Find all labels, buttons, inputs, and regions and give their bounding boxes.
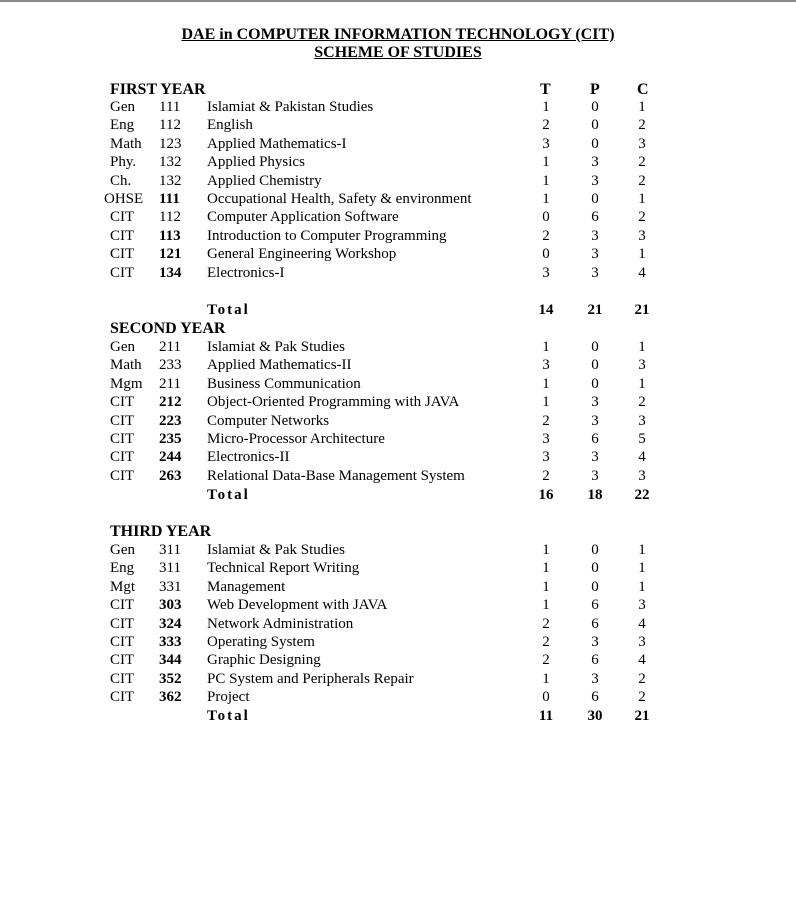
practical-hours: 6 [591, 209, 599, 226]
course-row [0, 227, 796, 245]
course-code: 303 [159, 597, 182, 614]
course-code: 233 [159, 357, 182, 374]
course-department: CIT [110, 467, 135, 484]
total-label: Total [207, 487, 250, 503]
course-code: 362 [159, 689, 182, 706]
course-name: Project [207, 689, 250, 706]
theory-hours: 2 [542, 634, 550, 650]
credit-hours: 2 [638, 689, 646, 706]
course-code: 112 [159, 209, 181, 226]
document-subtitle: SCHEME OF STUDIES [314, 44, 482, 61]
total-theory: 16 [538, 487, 554, 503]
course-code: 123 [159, 135, 182, 152]
course-code: 121 [159, 246, 182, 263]
theory-hours: 1 [542, 542, 550, 558]
credit-hours: 1 [638, 246, 646, 263]
credit-hours: 2 [638, 670, 646, 687]
practical-hours: 3 [591, 172, 599, 189]
credit-hours: 1 [638, 191, 646, 207]
course-code: 111 [159, 99, 181, 115]
practical-hours: 0 [591, 191, 599, 207]
credit-hours: 3 [638, 634, 646, 650]
third-year-total-row [0, 707, 796, 725]
course-department: Phy. [110, 154, 137, 171]
course-name: Applied Mathematics-I [207, 135, 347, 152]
course-code: 311 [159, 560, 181, 577]
theory-hours: 3 [542, 135, 550, 152]
practical-hours: 0 [591, 542, 599, 558]
course-name: Introduction to Computer Programming [207, 227, 447, 244]
practical-hours: 3 [591, 670, 599, 687]
theory-hours: 0 [542, 209, 550, 226]
credit-hours: 3 [638, 227, 646, 244]
practical-hours: 0 [591, 99, 599, 115]
course-name: Micro-Processor Architecture [207, 431, 385, 447]
practical-hours: 6 [591, 689, 599, 706]
first-year-total-row [0, 301, 796, 319]
credit-hours: 2 [638, 117, 646, 134]
course-code: 331 [159, 578, 182, 595]
course-department: Mgm [110, 375, 143, 392]
theory-hours: 2 [542, 467, 550, 484]
course-department: Gen [110, 339, 135, 355]
course-department: CIT [110, 264, 135, 281]
practical-hours: 3 [591, 246, 599, 263]
total-practical: 30 [587, 708, 603, 724]
course-code: 132 [159, 154, 182, 171]
course-row [0, 448, 796, 466]
course-department: CIT [110, 412, 135, 429]
theory-hours: 2 [542, 615, 550, 632]
theory-hours: 3 [542, 357, 550, 374]
course-department: CIT [110, 209, 135, 226]
course-row [0, 559, 796, 577]
theory-hours: 1 [542, 597, 550, 614]
course-row [0, 430, 796, 448]
credit-hours: 4 [638, 652, 646, 669]
theory-hours: 2 [542, 117, 550, 134]
credit-hours: 2 [638, 172, 646, 189]
credit-hours: 1 [638, 375, 646, 392]
course-row [0, 172, 796, 190]
course-name: Electronics-II [207, 449, 290, 466]
theory-hours: 0 [542, 689, 550, 706]
total-label: Total [207, 302, 250, 318]
credit-hours: 5 [638, 431, 646, 447]
course-name: Islamiat & Pak Studies [207, 339, 345, 355]
course-code: 333 [159, 634, 182, 650]
course-department: Mgt [110, 578, 136, 595]
course-name: Applied Physics [207, 154, 305, 171]
theory-hours: 3 [542, 449, 550, 466]
course-code: 344 [159, 652, 182, 669]
practical-hours: 6 [591, 615, 599, 632]
course-row [0, 375, 796, 393]
course-department: CIT [110, 597, 135, 614]
credit-hours: 2 [638, 209, 646, 226]
theory-hours: 1 [542, 560, 550, 577]
course-row [0, 615, 796, 633]
total-theory: 14 [538, 302, 554, 318]
theory-hours: 1 [542, 375, 550, 392]
theory-hours: 2 [542, 227, 550, 244]
course-department: CIT [110, 394, 135, 411]
course-row [0, 467, 796, 485]
credit-hours: 2 [638, 154, 646, 171]
course-department: CIT [110, 449, 135, 466]
credit-hours: 3 [638, 357, 646, 374]
course-name: Islamiat & Pak Studies [207, 542, 345, 558]
top-border [0, 0, 796, 2]
course-name: Computer Application Software [207, 209, 399, 226]
practical-hours: 3 [591, 227, 599, 244]
course-row [0, 596, 796, 614]
practical-hours: 0 [591, 375, 599, 392]
course-code: 112 [159, 117, 181, 134]
course-name: Object-Oriented Programming with JAVA [207, 394, 460, 411]
course-code: 212 [159, 394, 182, 411]
course-code: 263 [159, 467, 182, 484]
course-name: Occupational Health, Safety & environment [207, 191, 472, 207]
credit-hours: 4 [638, 264, 646, 281]
theory-hours: 1 [542, 191, 550, 207]
course-row [0, 264, 796, 282]
theory-hours: 1 [542, 99, 550, 115]
course-department: CIT [110, 689, 135, 706]
course-department: Gen [110, 99, 135, 115]
course-department: OHSE [104, 191, 144, 207]
course-name: PC System and Peripherals Repair [207, 670, 414, 687]
course-row [0, 541, 796, 559]
course-code: 244 [159, 449, 182, 466]
course-code: 113 [159, 227, 181, 244]
practical-hours: 3 [591, 467, 599, 484]
course-department: Gen [110, 542, 135, 558]
total-credit: 22 [634, 487, 650, 503]
course-name: Management [207, 578, 286, 595]
course-department: Ch. [110, 172, 132, 189]
course-row [0, 578, 796, 596]
course-row [0, 338, 796, 356]
course-name: Applied Chemistry [207, 172, 322, 189]
practical-hours: 0 [591, 117, 599, 134]
course-row [0, 116, 796, 134]
course-name: General Engineering Workshop [207, 246, 397, 263]
practical-hours: 3 [591, 449, 599, 466]
column-header-practical: P [590, 81, 600, 98]
course-code: 352 [159, 670, 182, 687]
course-department: Math [110, 357, 142, 374]
course-name: English [207, 117, 253, 134]
document-title: DAE in COMPUTER INFORMATION TECHNOLOGY (CIT) [181, 26, 615, 43]
credit-hours: 3 [638, 135, 646, 152]
course-row [0, 135, 796, 153]
credit-hours: 1 [638, 560, 646, 577]
course-department: CIT [110, 634, 135, 650]
practical-hours: 3 [591, 154, 599, 171]
credit-hours: 3 [638, 467, 646, 484]
total-practical: 21 [587, 302, 603, 318]
theory-hours: 1 [542, 394, 550, 411]
first-year-heading: FIRST YEAR [110, 81, 206, 98]
practical-hours: 3 [591, 412, 599, 429]
total-practical: 18 [587, 487, 603, 503]
theory-hours: 0 [542, 246, 550, 263]
practical-hours: 3 [591, 634, 599, 650]
theory-hours: 2 [542, 412, 550, 429]
total-credit: 21 [634, 302, 650, 318]
course-name: Technical Report Writing [207, 560, 360, 577]
credit-hours: 1 [638, 578, 646, 595]
credit-hours: 2 [638, 394, 646, 411]
theory-hours: 1 [542, 578, 550, 595]
course-department: Eng [110, 117, 135, 134]
credit-hours: 4 [638, 449, 646, 466]
course-row [0, 208, 796, 226]
course-department: CIT [110, 615, 135, 632]
theory-hours: 2 [542, 652, 550, 669]
course-row [0, 98, 796, 116]
practical-hours: 0 [591, 357, 599, 374]
course-name: Electronics-I [207, 264, 285, 281]
course-name: Applied Mathematics-II [207, 357, 352, 374]
practical-hours: 6 [591, 431, 599, 447]
practical-hours: 0 [591, 578, 599, 595]
course-row [0, 670, 796, 688]
theory-hours: 1 [542, 172, 550, 189]
column-header-credit: C [637, 81, 649, 98]
theory-hours: 1 [542, 154, 550, 171]
course-row [0, 633, 796, 651]
practical-hours: 3 [591, 264, 599, 281]
theory-hours: 1 [542, 670, 550, 687]
third-year-heading: THIRD YEAR [110, 523, 212, 540]
course-row [0, 190, 796, 208]
total-label: Total [207, 708, 250, 724]
course-row [0, 153, 796, 171]
course-name: Graphic Designing [207, 652, 321, 669]
course-department: CIT [110, 227, 135, 244]
course-row [0, 412, 796, 430]
practical-hours: 0 [591, 339, 599, 355]
practical-hours: 0 [591, 560, 599, 577]
second-year-heading: SECOND YEAR [110, 320, 226, 337]
course-row [0, 356, 796, 374]
practical-hours: 0 [591, 135, 599, 152]
course-department: Math [110, 135, 142, 152]
course-code: 223 [159, 412, 182, 429]
course-name: Business Communication [207, 375, 361, 392]
column-header-theory: T [540, 81, 551, 98]
second-year-total-row [0, 486, 796, 504]
theory-hours: 3 [542, 431, 550, 447]
course-name: Islamiat & Pakistan Studies [207, 99, 374, 115]
course-department: CIT [110, 670, 135, 687]
practical-hours: 3 [591, 394, 599, 411]
course-code: 111 [159, 191, 180, 207]
practical-hours: 6 [591, 597, 599, 614]
credit-hours: 3 [638, 412, 646, 429]
course-name: Computer Networks [207, 412, 330, 429]
course-code: 132 [159, 172, 182, 189]
course-name: Web Development with JAVA [207, 597, 388, 614]
course-code: 211 [159, 375, 181, 392]
course-department: CIT [110, 431, 135, 447]
course-row [0, 245, 796, 263]
total-theory: 11 [538, 708, 554, 724]
course-code: 134 [159, 264, 182, 281]
course-row [0, 393, 796, 411]
course-department: Eng [110, 560, 135, 577]
theory-hours: 1 [542, 339, 550, 355]
credit-hours: 1 [638, 542, 646, 558]
credit-hours: 4 [638, 615, 646, 632]
course-name: Network Administration [207, 615, 354, 632]
course-department: CIT [110, 652, 135, 669]
credit-hours: 1 [638, 99, 646, 115]
course-name: Relational Data-Base Management System [207, 467, 465, 484]
course-row [0, 688, 796, 706]
course-code: 324 [159, 615, 182, 632]
credit-hours: 1 [638, 339, 646, 355]
theory-hours: 3 [542, 264, 550, 281]
total-credit: 21 [634, 708, 650, 724]
course-code: 211 [159, 339, 181, 355]
course-code: 235 [159, 431, 182, 447]
course-code: 311 [159, 542, 181, 558]
practical-hours: 6 [591, 652, 599, 669]
credit-hours: 3 [638, 597, 646, 614]
course-department: CIT [110, 246, 135, 263]
course-row [0, 651, 796, 669]
course-name: Operating System [207, 634, 315, 650]
